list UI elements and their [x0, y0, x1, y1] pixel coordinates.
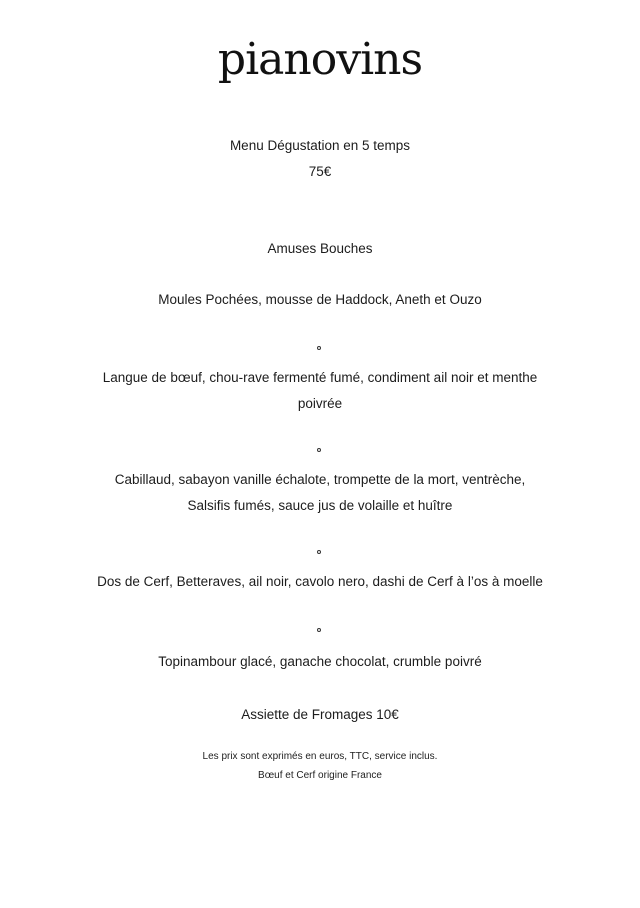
course-cabillaud-line-2: Salsifis fumés, sauce jus de volaille et huître: [187, 498, 453, 513]
course-topinambour: Topinambour glacé, ganache chocolat, crumble poivré: [158, 654, 482, 669]
circle-separator-icon: [317, 628, 321, 632]
circle-separator-icon: [317, 448, 321, 452]
cheese-plate: Assiette de Fromages 10€: [241, 707, 399, 722]
prices-note: Les prix sont exprimés en euros, TTC, service inclus.: [202, 751, 438, 762]
circle-separator-icon: [317, 346, 321, 350]
brand-logo: pianovins: [217, 34, 423, 85]
course-langue-line-2: poivrée: [297, 396, 343, 411]
circle-separator-icon: [317, 550, 321, 554]
menu-price: 75€: [308, 164, 332, 179]
course-langue-line-1: Langue de bœuf, chou-rave fermenté fumé, condiment ail noir et menthe: [102, 370, 538, 385]
course-dos-de-cerf: Dos de Cerf, Betteraves, ail noir, cavolo nero, dashi de Cerf à l’os à moelle: [97, 574, 543, 589]
course-amuses-bouches: Amuses Bouches: [267, 241, 373, 256]
course-moules: Moules Pochées, mousse de Haddock, Aneth et Ouzo: [158, 292, 482, 307]
course-cabillaud-line-1: Cabillaud, sabayon vanille échalote, trompette de la mort, ventrèche,: [114, 472, 526, 487]
menu-title: Menu Dégustation en 5 temps: [229, 138, 411, 153]
origin-note: Bœuf et Cerf origine France: [258, 770, 382, 781]
